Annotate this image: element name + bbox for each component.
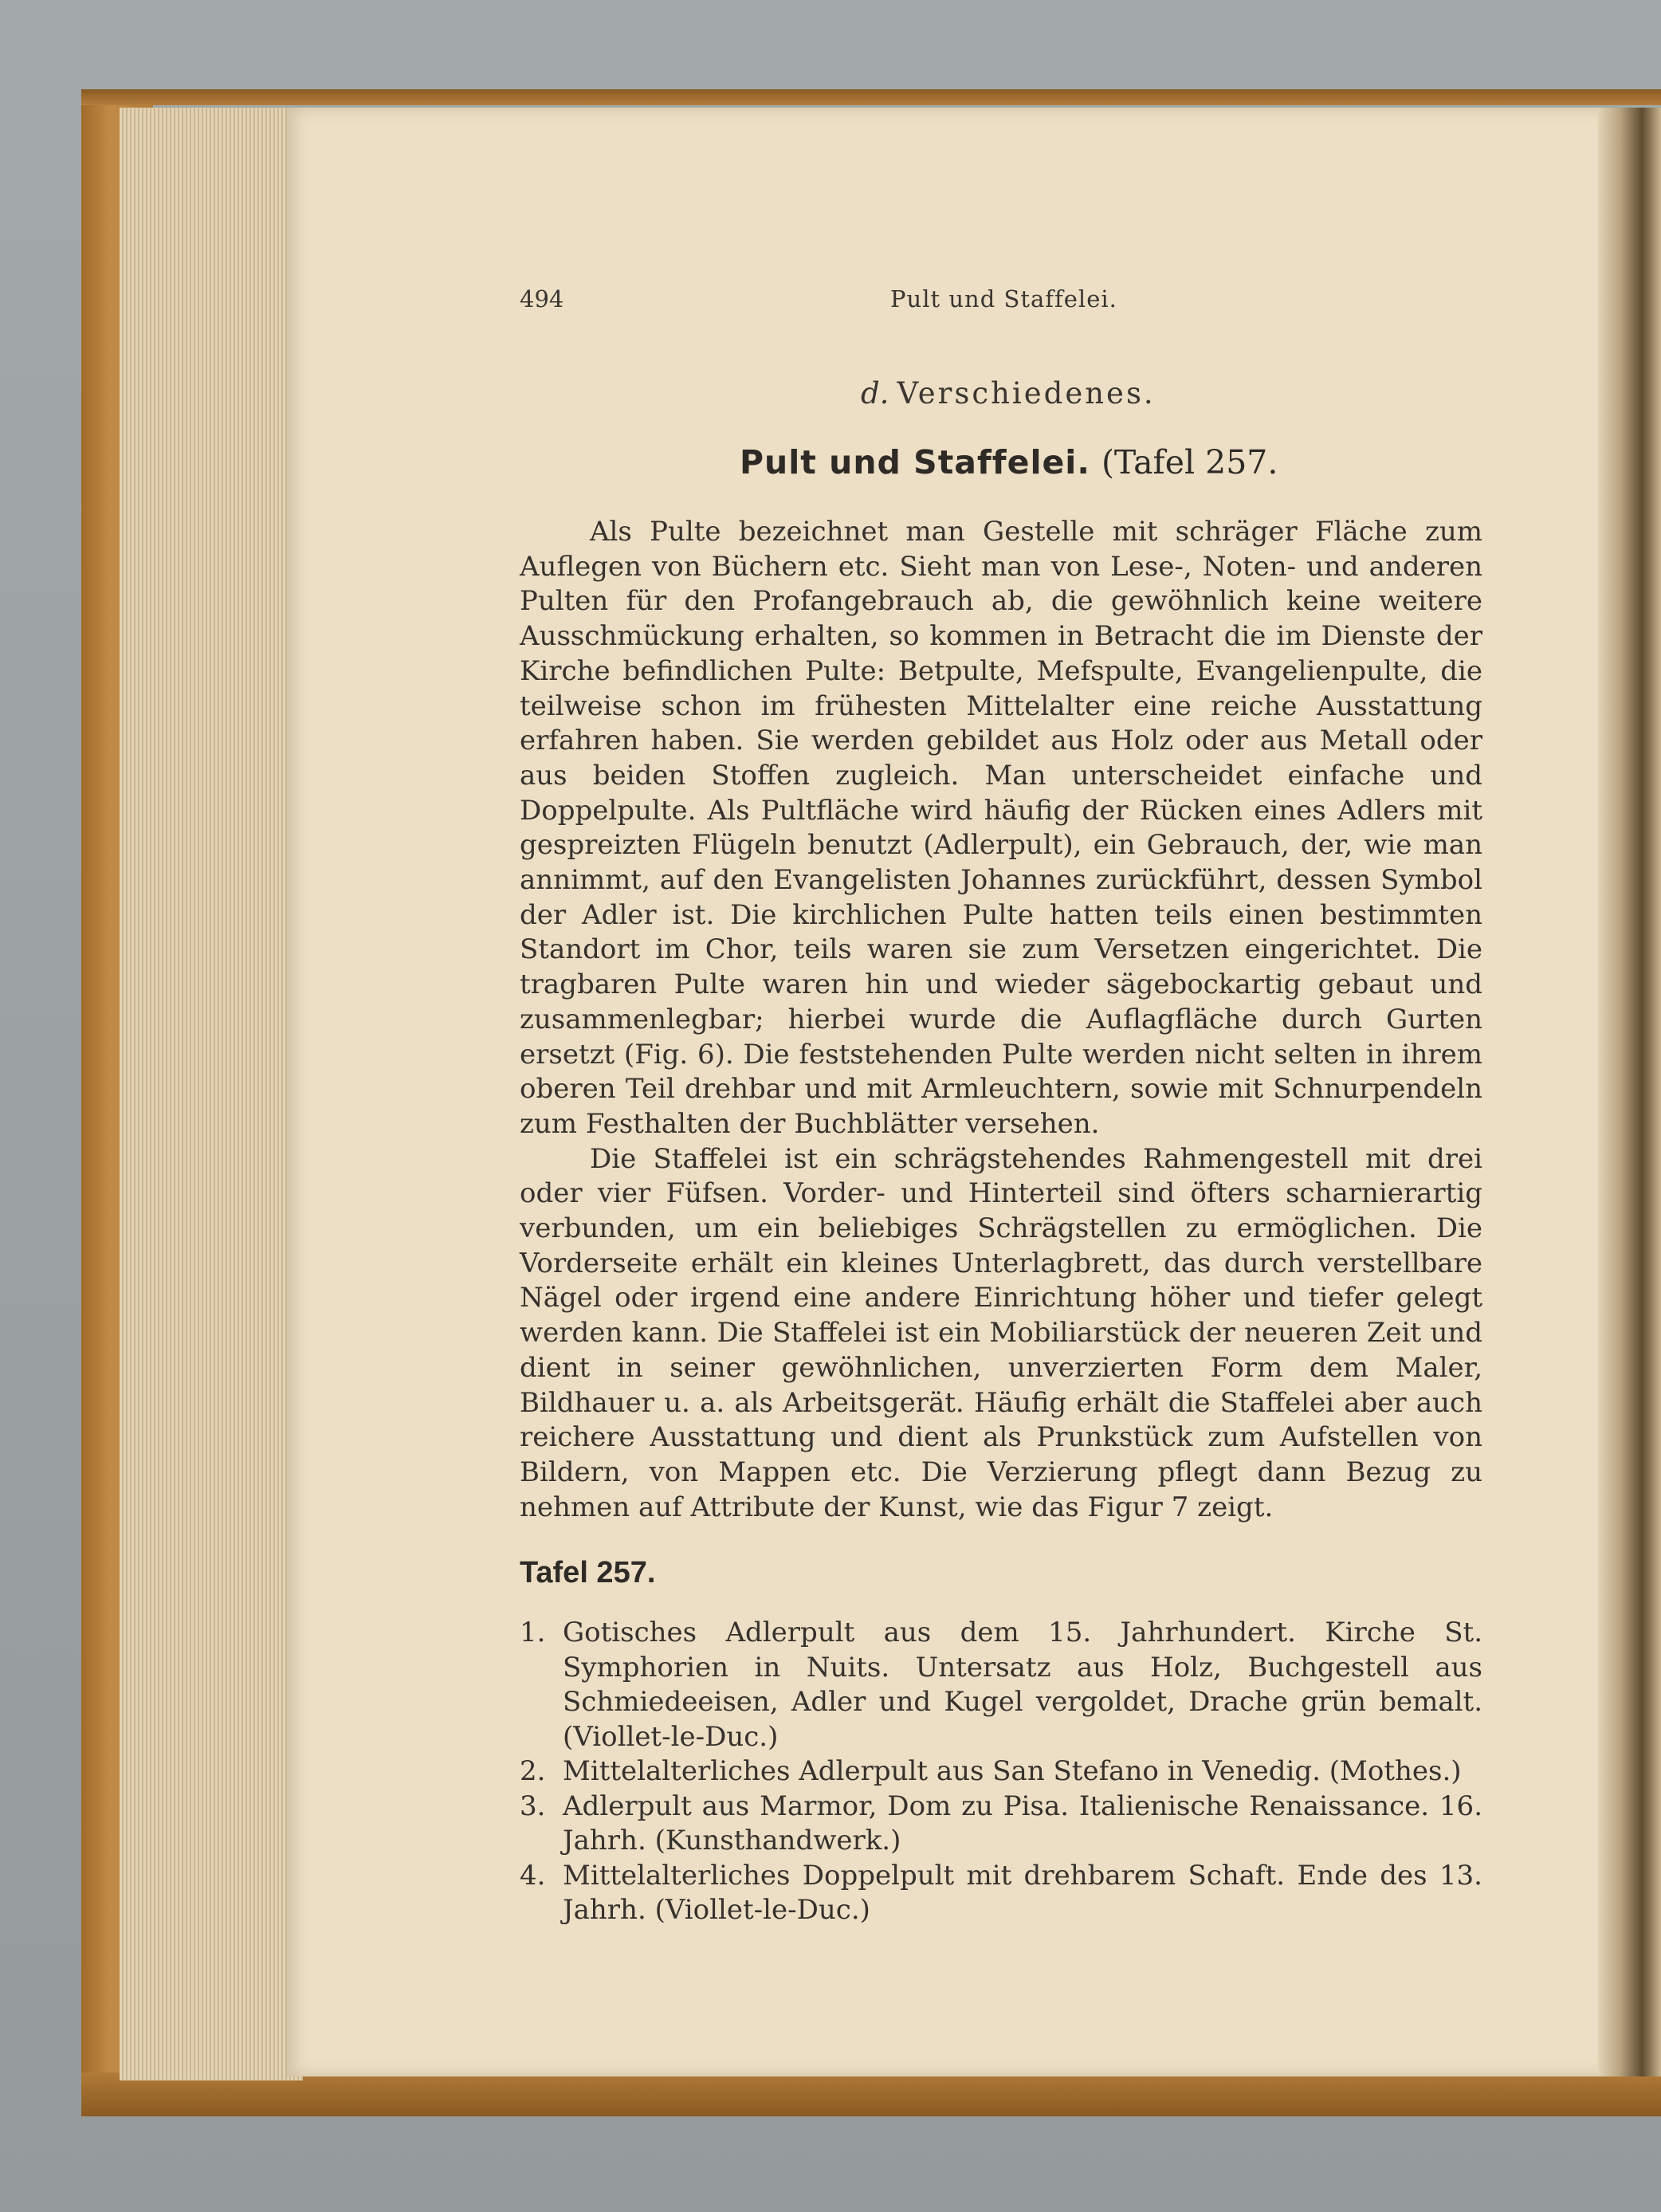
section-title: Pult und Staffelei.	[740, 443, 1090, 481]
plate-item	[520, 1616, 1482, 1754]
plate-item	[520, 1754, 1482, 1790]
page-edges	[120, 108, 303, 2080]
plate-item-text: Mittelalterliches Doppelpult mit drehbarem Schaft. Ende des 13. Jahrh. (Viollet-le-Duc.)	[563, 1859, 1482, 1926]
book-cover-top-edge	[81, 89, 1661, 105]
running-title: Pult und Staffelei.	[890, 285, 1117, 312]
body-text	[520, 515, 1482, 1525]
page-number: 494	[520, 285, 564, 312]
book-gutter	[1598, 108, 1661, 2076]
plate-item-text: Adlerpult aus Marmor, Dom zu Pisa. Italienische Renaissance. 16. Jahrh. (Kunsthandwerk.)	[563, 1790, 1482, 1856]
plate-item-number: 3.	[520, 1790, 546, 1822]
page-header	[520, 285, 1476, 317]
plate-item	[520, 1790, 1482, 1859]
subsection-letter: d.	[861, 376, 889, 411]
plate-item-number: 1.	[520, 1617, 546, 1648]
plate-item-text: Mittelalterliches Adlerpult aus San Stefano in Venedig. (Mothes.)	[563, 1755, 1462, 1787]
plate-item-text: Gotisches Adlerpult aus dem 15. Jahrhundert. Kirche St. Symphorien in Nuits. Untersatz aus Holz, Buchgestell aus Schmiedeeisen, Adler und Kugel vergoldet, Drache grün bemalt. (Viollet-le-Duc.)	[563, 1617, 1482, 1753]
plate-item-number: 2.	[520, 1755, 546, 1787]
section-heading	[740, 443, 1278, 481]
plate-item-number: 4.	[520, 1859, 546, 1892]
plate-item	[520, 1859, 1482, 1928]
subsection-heading	[861, 376, 1156, 411]
plate-heading: Tafel 257.	[520, 1556, 656, 1589]
plate-list	[520, 1616, 1482, 1928]
book-cover-bottom-edge	[81, 2073, 1661, 2116]
paragraph-staffelei: Die Staffelei ist ein schrägstehendes Rahmengestell mit drei oder vier Füfsen. Vorder- und Hinterteil sind öfters scharnierartig verbunden, um ein beliebiges Schrägstellen zu ermöglichen. Die Vorderseite erhält ein kleines Unterlagbrett, das durch verstellbare Nägel oder irgend eine andere Einrichtung höher und tiefer gelegt werden kann. Die Staffelei ist ein Mobiliarstück der neueren Zeit und dient in seiner gewöhnlichen, unverzierten Form dem Maler, Bildhauer u. a. als Arbeitsgerät. Häufig erhält die Staffelei aber auch reichere Ausstattung und dient als Prunkstück zum Aufstellen von Bildern, von Mappen etc. Die Verzierung pflegt dann Bezug zu nehmen auf Attribute der Kunst, wie das Figur 7 zeigt.	[520, 1142, 1482, 1523]
paragraph-pulte: Als Pulte bezeichnet man Gestelle mit schräger Fläche zum Auflegen von Büchern etc. Sieht man von Lese-, Noten- und anderen Pulten für den Profangebrauch ab, die gewöhnlich keine weitere Ausschmückung erhalten, so kommen in Betracht die im Dienste der Kirche befindlichen Pulte: Betpulte, Mefspulte, Evangelienpulte, die teilweise schon im frühesten Mittelalter eine reiche Ausstattung erfahren haben. Sie werden gebildet aus Holz oder aus Metall oder aus beiden Stoffen zugleich. Man unterscheidet einfache und Doppelpulte. Als Pultfläche wird häufig der Rücken eines Adlers mit gespreizten Flügeln benutzt (Adlerpult), ein Gebrauch, der, wie man annimmt, auf den Evangelisten Johannes zurückführt, dessen Symbol der Adler ist. Die kirchlichen Pulte hatten teils einen bestimmten Standort im Chor, teils waren sie zum Versetzen eingerichtet. Die tragbaren Pulte waren hin und wieder sägebockartig gebaut und zusammenlegbar; hierbei wurde die Auflagfläche durch Gurten ersetzt (Fig. 6). Die feststehenden Pulte werden nicht selten in ihrem oberen Teil drehbar und mit Armleuchtern, sowie mit Schnurpendeln zum Festhalten der Buchblätter versehen.	[520, 516, 1482, 1140]
subsection-title: Verschiedenes.	[897, 376, 1156, 411]
plate-reference: (Tafel 257.	[1101, 443, 1278, 481]
